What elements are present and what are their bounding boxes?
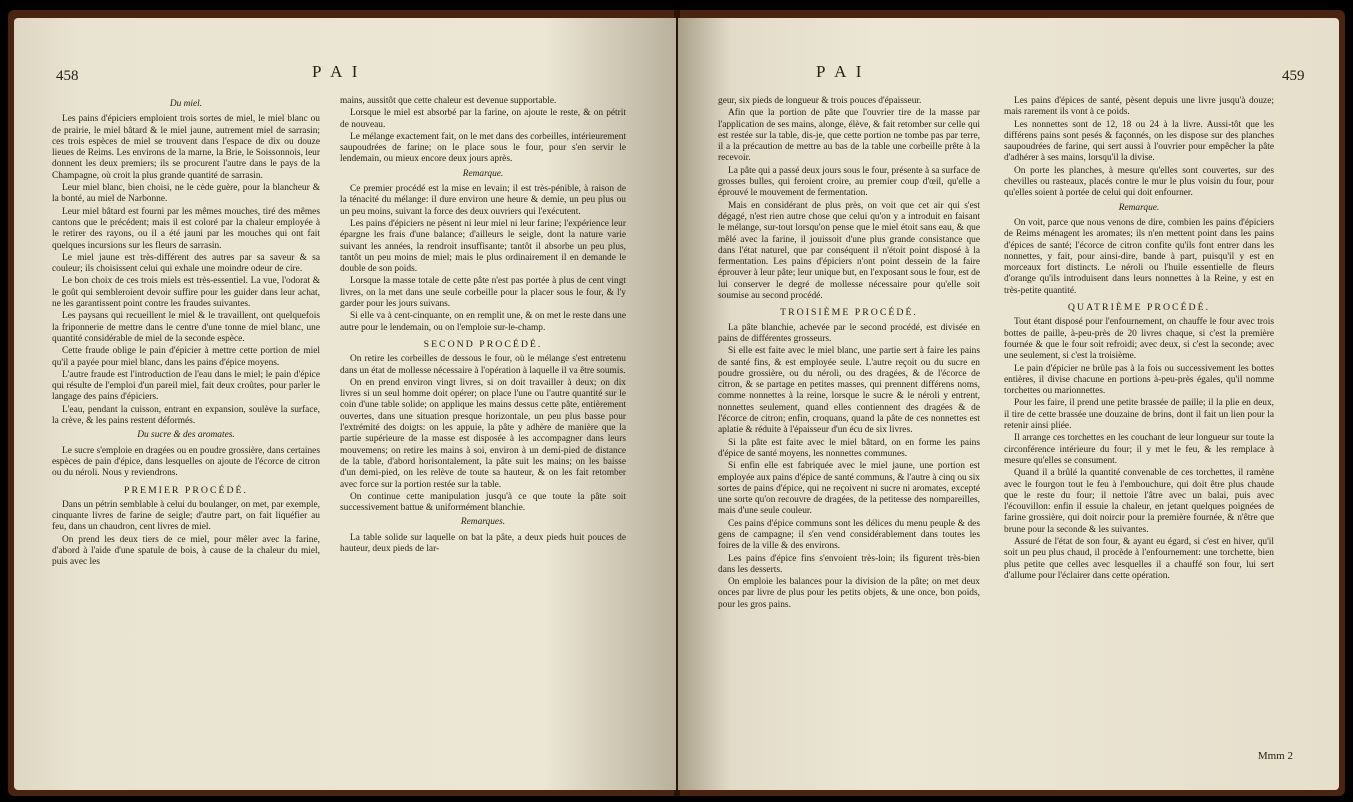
paragraph: Leur miel blanc, bien choisi, ne le cède guère, pour la blancheur & la bonté, au miel de Narbonne. (52, 183, 320, 205)
section-heading: Du miel. (169, 99, 203, 109)
paragraph: Le pain d'épicier ne brûle pas à la fois ou successivement les bottes entières, il divise chacune en portions à-peu-près égales, qu'il nomme torchettes ou marionnettes. (1004, 363, 1274, 397)
section-heading: Remarque. (462, 168, 504, 179)
paragraph: Les pains d'épices de santé, pèsent depuis une livre jusqu'à douze; mais rarement ils vont à ce poids. (1004, 96, 1274, 118)
paragraph: Mais en considérant de plus près, on voit que cet air qui s'est dégagé, n'est rien autre chose que celui qu'on y a introduit en faisant le mélange, sur-tout lorsqu'on pense que le miel étoit sans eau, & que mêlé avec la farine, il jouissoit d'une plus grande consistance que dans l'état naturel, que par conséquent il n'étoit point disposé à la fermentation. Les pains d'épiciers n'ont point dessein de la faire éprouver à leur pâte; leur unique but, en l'exposant sous le four, est de lui conserver le degré de mollesse nécessaire pour qu'elle soit soumise au second procédé. (718, 200, 980, 302)
procedure-heading: TROISIÈME PROCÉDÉ. (780, 307, 918, 319)
paragraph: La table solide sur laquelle on bat la pâte, a deux pieds huit pouces de hauteur, deux pieds de lar- (340, 532, 626, 554)
page-number-right: 459 (1282, 68, 1305, 84)
paragraph: Lorsque la masse totale de cette pâte n'est pas portée à plus de cent vingt livres, on la met dans une seule corbeille pour la placer sous le four, & l'y garder pour les jours suivans. (340, 276, 626, 310)
procedure-heading: SECOND PROCÉDÉ. (423, 338, 543, 350)
procedure-heading: PREMIER PROCÉDÉ. (124, 484, 248, 496)
paragraph: Les pains d'épice fins s'envoient très-loin; ils figurent très-bien dans les desserts. (718, 553, 980, 575)
paragraph: Dans un pétrin semblable à celui du boulanger, on met, par exemple, cinquante livres de farine de seigle; d'autre part, on fait liquéfier au feu, dans un chaudron, cent livres de miel. (52, 499, 320, 533)
paragraph: L'eau, pendant la cuisson, entrant en expansion, soulève la surface, la crève, & les pains restent déformés. (52, 404, 320, 427)
page-number-left: 458 (56, 68, 79, 84)
paragraph: On en prend environ vingt livres, si on doit travailler à deux; on dix livres si un seul homme doit opérer; on place l'une ou l'autre quantité sur le coin d'une table solide; on applique les mains dessus cette pâte, entièrement ouvertes, dans une situation presque horizontale, un peu plus basse pour l'extrémité des doigts: on les appuie, la pâte y adhère de manière que la partie supérieure de la masse est disposée à les accompagner dans leurs mouvemens; on retire les mains à soi, environ à un demi-pied de distance de la table, d'abord horisontalement, la pâte suit les mains; on les baisse d'un demi-pied, on les relève de toute sa hauteur, & on les fait retomber avec force sur la portion restée sur la table. (340, 377, 626, 490)
section-heading: Remarques. (460, 517, 506, 528)
right-page (678, 18, 1339, 790)
right-page-column-1 (718, 96, 980, 612)
paragraph: Assuré de l'état de son four, & ayant eu égard, si c'est en hiver, qu'il soit un peu plus chaud, il procède à l'enfournement: une torchette, bien plus petite que celles avec lesquelles il a chauffé son four, lui sert d'allume pour l'éclairer dans cette opération. (1004, 536, 1274, 581)
paragraph: Si elle va à cent-cinquante, on en remplit une, & on met le reste dans une autre pour le lendemain, ou on l'emploie sur-le-champ. (340, 311, 626, 333)
paragraph: Ce premier procédé est la mise en levain; il est très-pénible, à raison de la ténacité du mélange: il dure environ une heure & demie, un peu plus ou un peu moins, suivant la force des deux ouvriers qui l'exécutent. (340, 184, 626, 217)
paragraph: On porte les planches, à mesure qu'elles sont couvertes, sur des chevilles ou rasteaux, placés contre le mur le plus voisin du four, pour qu'elles soient à portée de celui qui doit enfourner. (1004, 165, 1274, 199)
paragraph: Le miel jaune est très-différent des autres par sa saveur & sa couleur; ils choisissent celui qui exhale une moindre odeur de cire. (52, 252, 320, 275)
paragraph: Cette fraude oblige le pain d'épicier à mettre cette portion de miel qu'il a payée pour miel blanc, dans les pains d'épice moyens. (52, 346, 320, 368)
paragraph: On prend les deux tiers de ce miel, pour mêler avec la farine, d'abord à l'aide d'une spatule de bois, à cause de la chaleur du miel, puis avec les (52, 534, 320, 568)
paragraph: Si enfin elle est fabriquée avec le miel jaune, une portion est employée aux pains d'épice de santé communs, & l'autre à cinq ou six sortes de pains d'épice, qui ne reçoivent ni sucre ni aromates, excepté une sorte qu'on recouvre de dragées, de la petitesse des nompareilles, mais d'une seule couleur. (718, 461, 980, 517)
paragraph: geur, six pieds de longueur & trois pouces d'épaisseur. (718, 96, 922, 106)
paragraph: Lorsque le miel est absorbé par la farine, on ajoute le reste, & on pétrit de nouveau. (340, 108, 626, 130)
paragraph: Si elle est faite avec le miel blanc, une partie sert à faire les pains de santé fins, & est employée seule. L'autre reçoit ou du sucre en poudre grossière, ou du néroli, ou des dragées, & de l'écorce de citron, & se partage en petites masses, qui prennent différens noms, comme nonnettes à la reine, lorsque le sucre & le néroli y entrent, nonnettes seulement, quand elles contiennent des dragées & de l'écorce de citron; enfin, croquans, quand la pâte de ces nonnettes est aplatie & réduite à l'épaisseur d'un écu de six livres. (718, 346, 980, 436)
paragraph: Le sucre s'emploie en dragées ou en poudre grossière, dans certaines espèces de pain d'épice, dans lesquelles on ajoute de l'écorce de citron ou du néroli. Nous y reviendrons. (52, 445, 320, 479)
paragraph: Pour les faire, il prend une petite brassée de paille; il la plie en deux, il tire de cette brassée une douzaine de brins, dont il fait un lien pour la retenir ainsi pliée. (1004, 398, 1274, 432)
paragraph: L'autre fraude est l'introduction de l'eau dans le miel; le pain d'épice qui résulte de l'emploi d'un pareil miel, fait deux croûtes, pour parler le langage des pains d'épiciers. (52, 369, 320, 403)
paragraph: La pâte qui a passé deux jours sous le four, présente à sa surface de grosses bulles, qui feroient croire, au premier coup d'œil, qu'elle a éprouvé le mouvement de fermentation. (718, 165, 980, 199)
left-page-column-1 (52, 96, 320, 570)
paragraph: On retire les corbeilles de dessous le four, où le mélange s'est entretenu dans un état de mollesse nécessaire à l'opération à laquelle il va être soumis. (340, 354, 626, 376)
left-page-column-2 (340, 96, 626, 556)
signature-mark: Mmm 2 (1257, 750, 1293, 762)
paragraph: Si la pâte est faite avec le miel bâtard, on en forme les pains d'épice de santé moyens, les nonnettes communes. (718, 437, 980, 459)
section-heading: Remarque. (1118, 202, 1160, 213)
paragraph: Leur miel bâtard est fourni par les mêmes mouches, tiré des mêmes cantons que le précédent; mais il est coloré par la chaleur employée à le retirer des rayons, ou il a été jauni par les mouches qui ont fait quelques incursions sur les fleurs de sarrasin. (52, 206, 320, 251)
running-head-left: P A I (312, 62, 361, 81)
book-spread (8, 10, 1345, 796)
paragraph: Les pains d'épiciers emploient trois sortes de miel, le miel blanc ou de prairie, le miel bâtard & le miel jaune, autrement miel de sarrasin; ces trois espèces de miel se trouvent dans l'espace de dix ou douze lieues de Reims. Les environs de la marne, la Brie, le Soissonnois, leur donnent les deux premiers; ils se procurent l'autre dans le pays de la Champagne, où croit la plus grande quantité de sarrasin. (52, 114, 320, 181)
right-page-column-2 (1004, 96, 1274, 583)
paragraph: On voit, parce que nous venons de dire, combien les pains d'épiciers de Reims ménagent les aromates; ils n'en mettent point dans les pains d'épices de santé; l'écorce de citron confite qu'ils font entrer dans les nonnettes, y fait, pour ainsi-dire, bande à part, puisqu'il y est en morceaux fort distincts. Le néroli ou l'huile essentielle de fleurs d'orange qu'ils introduisent dans leurs nonnettes à la Reine, y est en très-petite quantité. (1004, 217, 1274, 296)
paragraph: Le mélange exactement fait, on le met dans des corbeilles, intérieurement saupoudrées de farine; on le place sous le four, pour s'en servir le lendemain, ou mieux encore deux jours après. (340, 131, 626, 165)
paragraph: Il arrange ces torchettes en les couchant de leur longueur sur toute la circonférence intérieure du four; il y met le feu, & les remplace à mesure qu'elles se consument. (1004, 433, 1274, 466)
paragraph: On emploie les balances pour la division de la pâte; on met deux onces par livre de plus pour les petits objets, & une once, bon poids, pour les gros pains. (718, 577, 980, 610)
paragraph: mains, aussitôt que cette chaleur est devenue supportable. (340, 96, 557, 106)
section-heading: Du sucre & des aromates. (137, 430, 235, 441)
paragraph: On continue cette manipulation jusqu'à ce que toute la pâte soit successivement battue & uniformément blanchie. (340, 491, 626, 514)
paragraph: Tout étant disposé pour l'enfournement, on chauffe le four avec trois bottes de paille, à-peu-près de 20 livres chaque, si c'est la première fournée & que le four soit refroidi; avec deux, si c'est la seconde; avec une seulement, si c'est la troisième. (1004, 317, 1274, 362)
paragraph: Ces pains d'épice communs sont les délices du menu peuple & des gens de campagne; il s'en vend considérablement dans toutes les foires de la ville & des environs. (718, 518, 980, 552)
paragraph: Le bon choix de ces trois miels est très-essentiel. La vue, l'odorat & le goût qui sembleroient devoir suffire pour les guider dans leur achat, ne les garantissent point contre les fraudes suivantes. (52, 276, 320, 310)
paragraph: Quand il a brûlé la quantité convenable de ces torchettes, il ramène avec le fourgon tout le feu à l'embouchure, qui doit être plus chaude que le reste du four; il nettoie l'âtre avec un balai, puis avec l'écouvillon: enfin il essuie la chaleur, en jetant quelques poignées de farine grossière, qui doit noircir pour la première fournée, & n'être que brune pour la seconde & les suivantes. (1004, 468, 1274, 535)
procedure-heading: QUATRIÈME PROCÉDÉ. (1067, 302, 1211, 314)
paragraph: Afin que la portion de pâte que l'ouvrier tire de la masse par l'application de ses mains, alonge, élève, & fait retomber sur celle qui est restée sur la table, dis-je, que cette portion ne tombe pas par terre, il a la précaution de mettre au bas de la table une corbeille prête à la recevoir. (718, 108, 980, 164)
running-head-right: P A I (816, 62, 865, 81)
paragraph: Les nonnettes sont de 12, 18 ou 24 à la livre. Aussi-tôt que les différens pains sont pesés & façonnés, on les dispose sur des planches saupoudrées de farine, qui sert aussi à l'ouvrier pour empêcher la pâte d'adhérer à ses mains, lorsqu'il la divise. (1004, 119, 1274, 164)
paragraph: Les paysans qui recueillent le miel & le travaillent, ont quelquefois la friponnerie de mettre dans le centre d'une tonne de miel blanc, une quantité considérable de miel de la seconde espèce. (52, 311, 320, 344)
paragraph: Les pains d'épiciers ne pèsent ni leur miel ni leur farine; l'expérience leur épargne les frais d'une balance; d'ailleurs le seigle, dont la nature varie suivant les années, la rendroit insuffisante; tantôt il absorbe un peu plus, tantôt un peu moins de miel; mais le plus ordinairement il en demande le double de son poids. (340, 218, 626, 275)
left-page (14, 18, 676, 790)
paragraph: La pâte blanchie, achevée par le second procédé, est divisée en pains de différentes grosseurs. (718, 322, 980, 344)
